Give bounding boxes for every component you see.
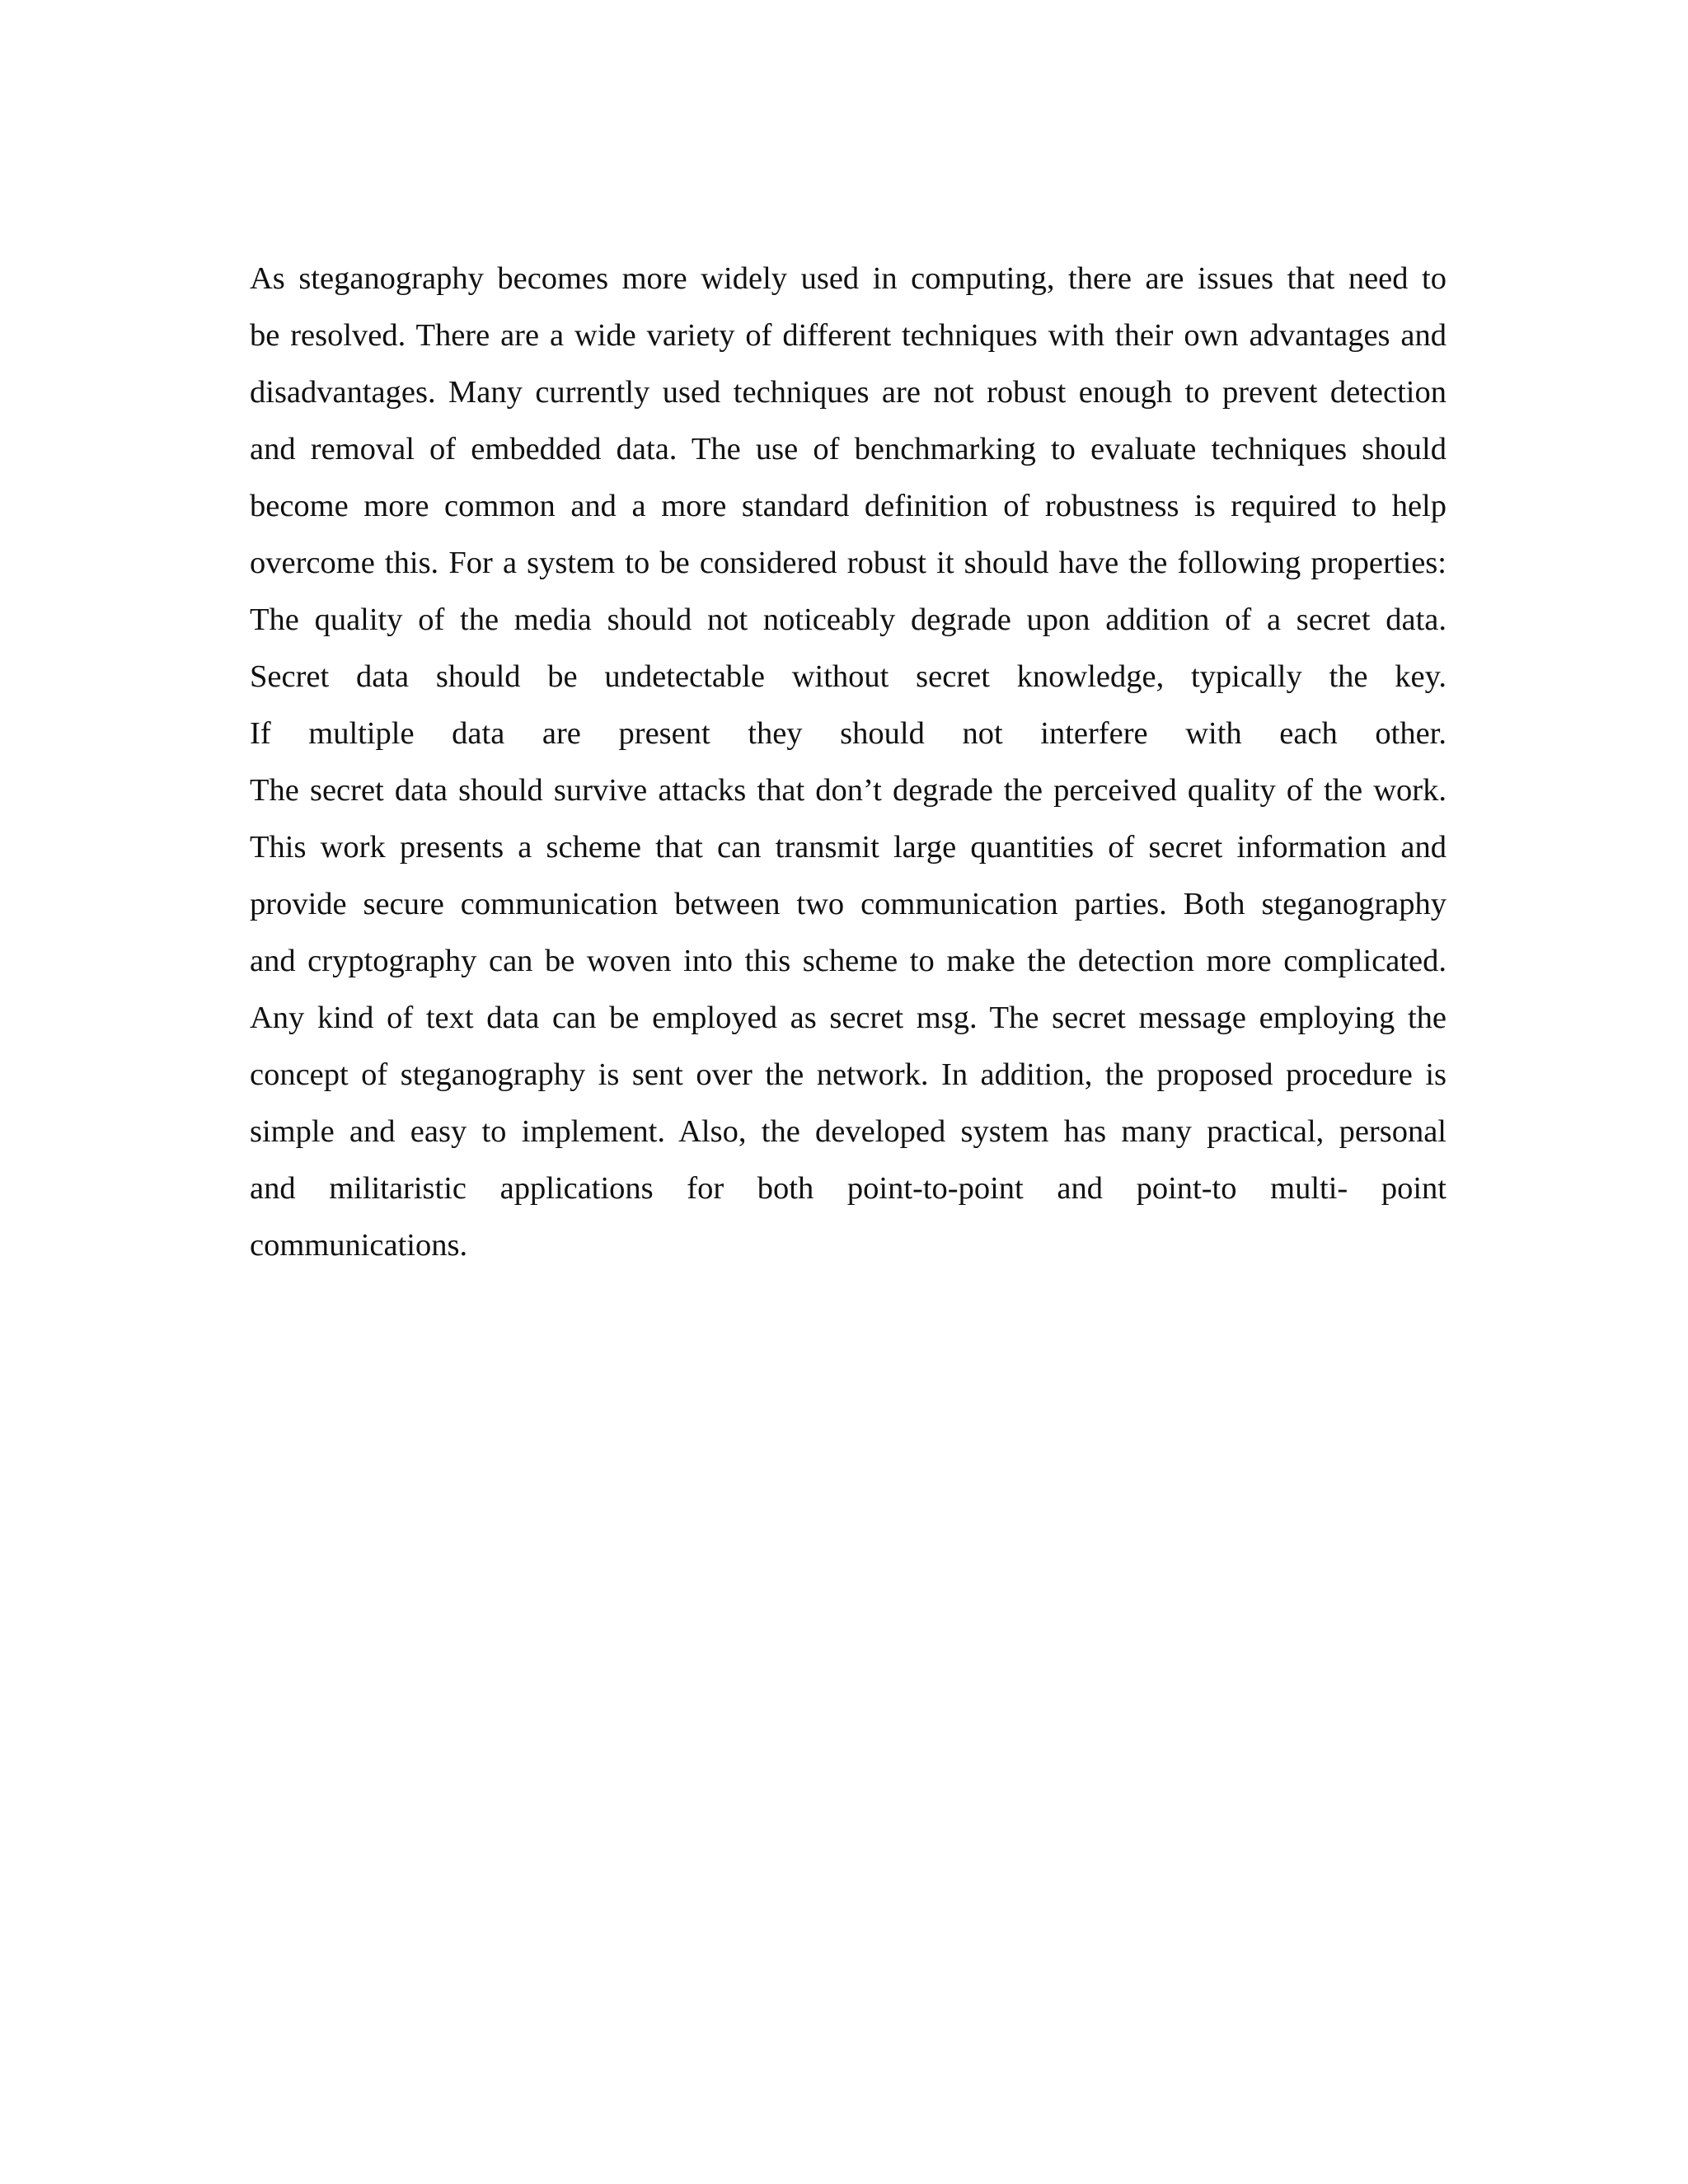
- text-line: overcome this. For a system to be considered robust it should have the following properties:: [250, 546, 1447, 580]
- text-line: and militaristic applications for both point-to-point and point-to multi- point: [250, 1171, 1447, 1206]
- text-line: concept of steganography is sent over the network. In addition, the proposed procedure is: [250, 1057, 1447, 1092]
- text-line: Any kind of text data can be employed as secret msg. The secret message employing the: [250, 1001, 1447, 1035]
- text-line: be resolved. There are a wide variety of different techniques with their own advantages and: [250, 318, 1447, 353]
- text-line: Secret data should be undetectable without secret knowledge, typically the key.: [250, 659, 1447, 694]
- text-line: disadvantages. Many currently used techniques are not robust enough to prevent detection: [250, 375, 1447, 410]
- text-line: As steganography becomes more widely used in computing, there are issues that need to: [250, 261, 1447, 296]
- text-line: become more common and a more standard definition of robustness is required to help: [250, 489, 1447, 523]
- text-line: The secret data should survive attacks that don’t degrade the perceived quality of the work.: [250, 773, 1447, 808]
- text-line: provide secure communication between two communication parties. Both steganography: [250, 887, 1447, 921]
- text-line: communications.: [250, 1228, 468, 1263]
- text-line: and removal of embedded data. The use of benchmarking to evaluate techniques should: [250, 432, 1447, 466]
- text-line: If multiple data are present they should not interfere with each other.: [250, 716, 1447, 751]
- text-line: and cryptography can be woven into this scheme to make the detection more complicated.: [250, 944, 1447, 978]
- text-line: This work presents a scheme that can transmit large quantities of secret information and: [250, 830, 1447, 865]
- text-line: The quality of the media should not noticeably degrade upon addition of a secret data.: [250, 602, 1447, 637]
- body-paragraph: [250, 254, 1447, 1277]
- text-line: simple and easy to implement. Also, the developed system has many practical, personal: [250, 1114, 1447, 1149]
